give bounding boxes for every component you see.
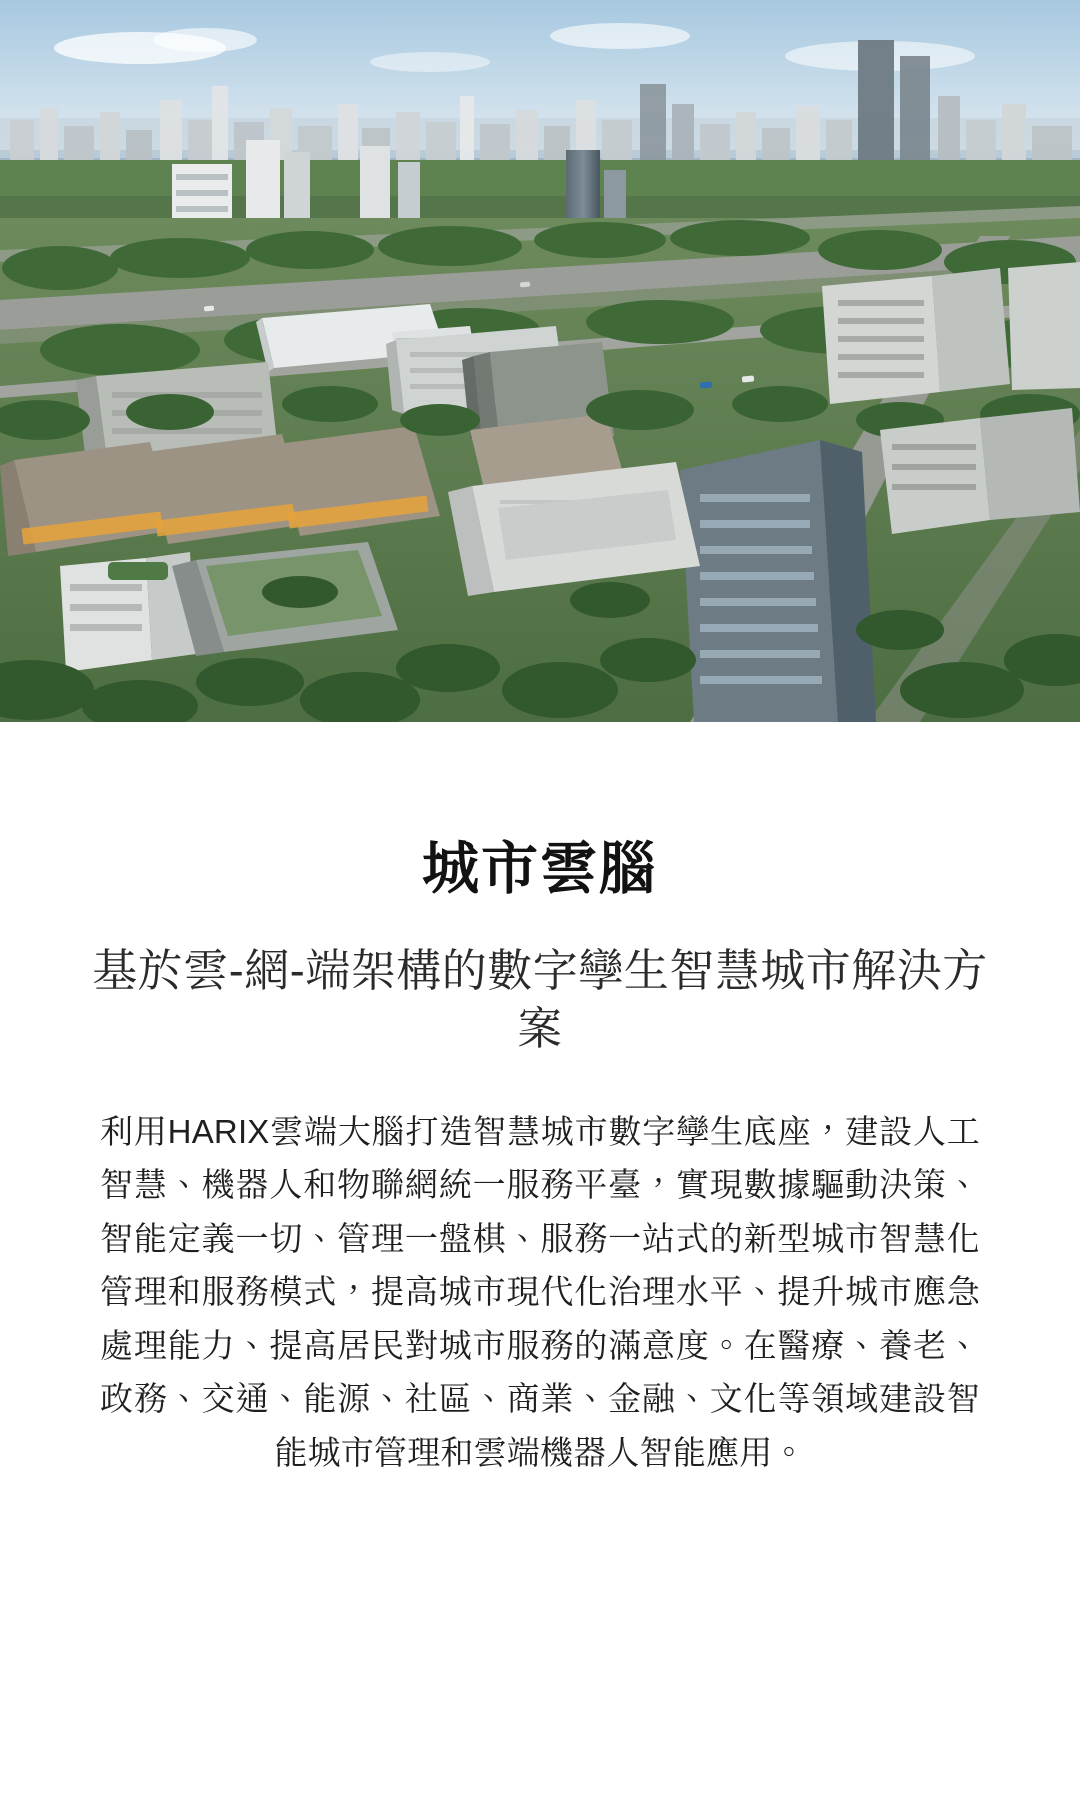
body-paragraph: 利用HARIX雲端大腦打造智慧城市數字孿生底座，建設人工智慧、機器人和物聯網統一服務平臺，實現數據驅動決策、智能定義一切、管理一盤棋、服務一站式的新型城市智慧化管理和服務模式，提高城市現代化治理水平、提升城市應急處理能力、提高居民對城市服務的滿意度。在醫療、養老、政務、交通、能源、社區、商業、金融、文化等領域建設智能城市管理和雲端機器人智能應用。 (100, 1112, 980, 1471)
page-title: 城市雲腦 (422, 837, 658, 901)
page-subtitle: 基於雲-網-端架構的數字孿生智慧城市解決方案 (92, 944, 988, 1055)
city-aerial-illustration (0, 0, 1080, 722)
hero-image (0, 0, 1080, 722)
article-content (0, 722, 1080, 1479)
